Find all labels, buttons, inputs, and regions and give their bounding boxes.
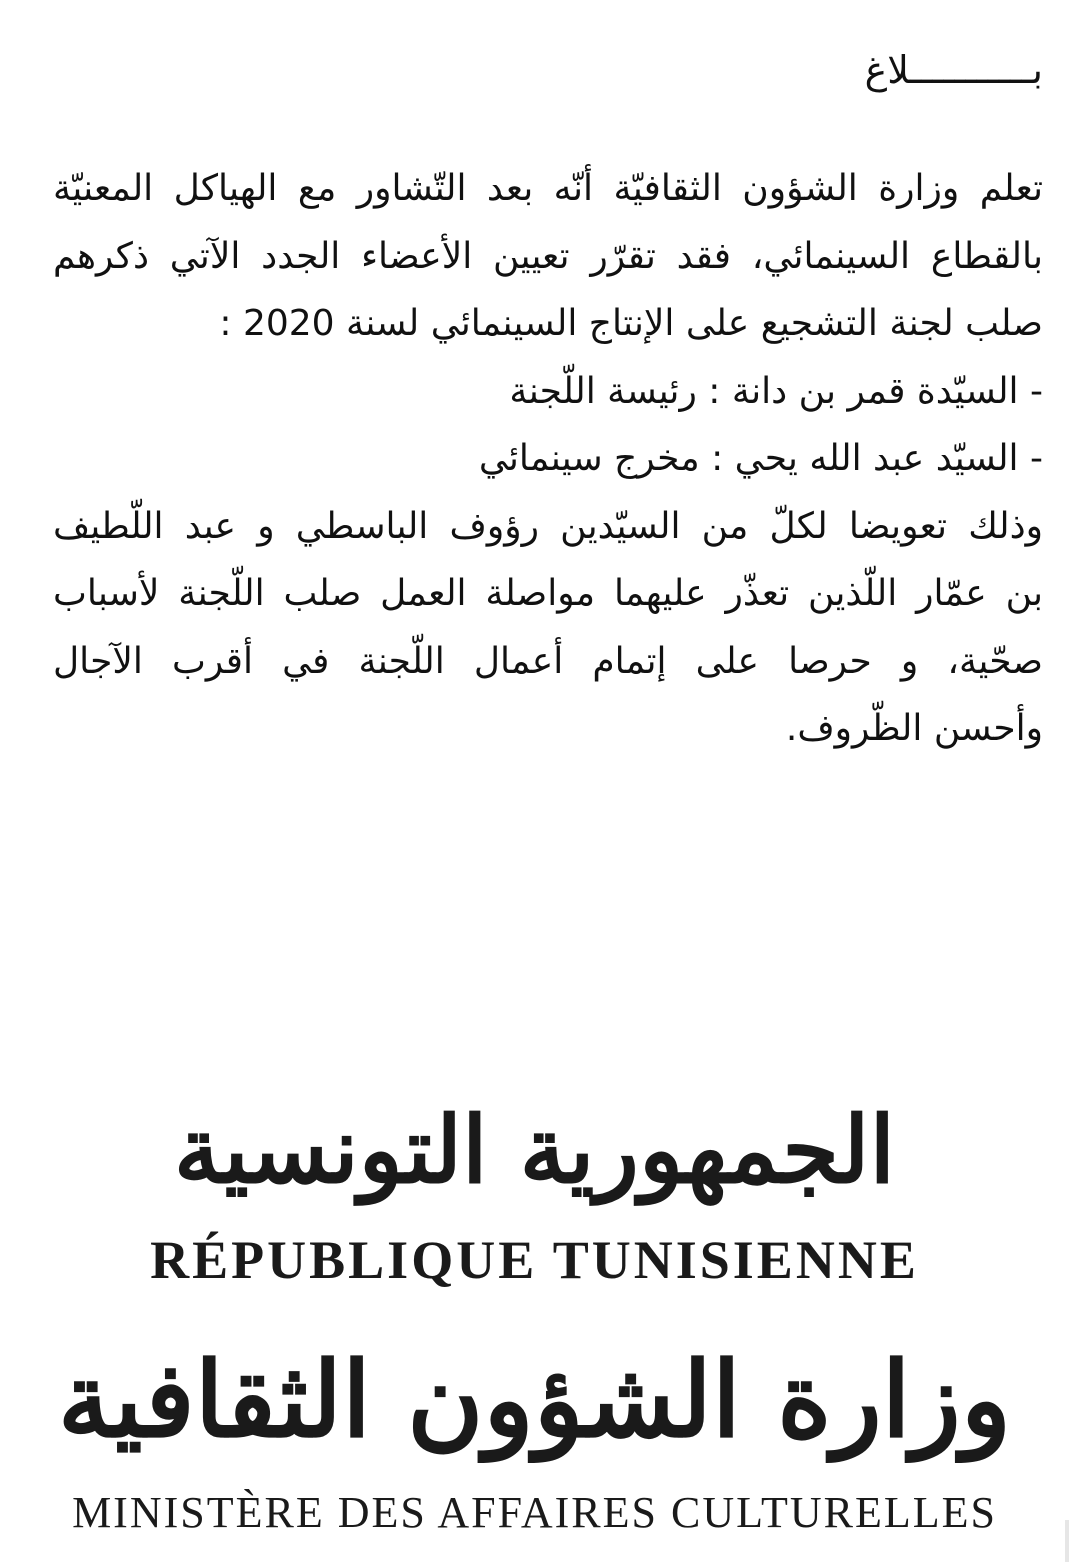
ministry-french-name: MINISTÈRE DES AFFAIRES CULTURELLES xyxy=(72,1488,997,1537)
republic-arabic-calligraphy: الجمهورية التونسية xyxy=(173,1096,896,1204)
body-line-9: وأحسن الظّروف. xyxy=(785,708,1043,749)
body-line-8: صحّية، و حرصا على إتمام أعمال اللّجنة في أقرب الآجال xyxy=(53,640,1043,682)
body-line-3: صلب لجنة التشجيع على الإنتاج السينمائي لسنة 2020 : xyxy=(219,303,1043,344)
ministry-logo xyxy=(0,1075,1069,1562)
scrollbar-edge xyxy=(1065,1520,1069,1562)
body-line-2: بالقطاع السينمائي، فقد تقرّر تعيين الأعضاء الجدد الآتي ذكرهم xyxy=(53,235,1043,277)
body-line-6: وذلك تعويضا لكلّ من السيّدين رؤوف الباسطي و عبد اللّطيف xyxy=(53,505,1043,547)
body-line-1: تعلم وزارة الشؤون الثقافيّة أنّه بعد التّشاور مع الهياكل المعنيّة xyxy=(53,168,1043,209)
ministry-arabic-calligraphy: وزارة الشؤون الثقافية xyxy=(57,1338,1012,1461)
body-line-4: - السيّدة قمر بن دانة : رئيسة اللّجنة xyxy=(509,370,1043,412)
announcement-title: بـــــــــــلاغ xyxy=(864,48,1043,92)
body-line-7: بن عمّار اللّذين تعذّر عليهما مواصلة العمل صلب اللّجنة لأسباب xyxy=(53,573,1043,614)
republic-french-name: RÉPUBLIQUE TUNISIENNE xyxy=(150,1230,919,1290)
announcement-body xyxy=(53,155,1043,763)
body-line-5: - السيّد عبد الله يحي : مخرج سينمائي xyxy=(478,438,1043,479)
